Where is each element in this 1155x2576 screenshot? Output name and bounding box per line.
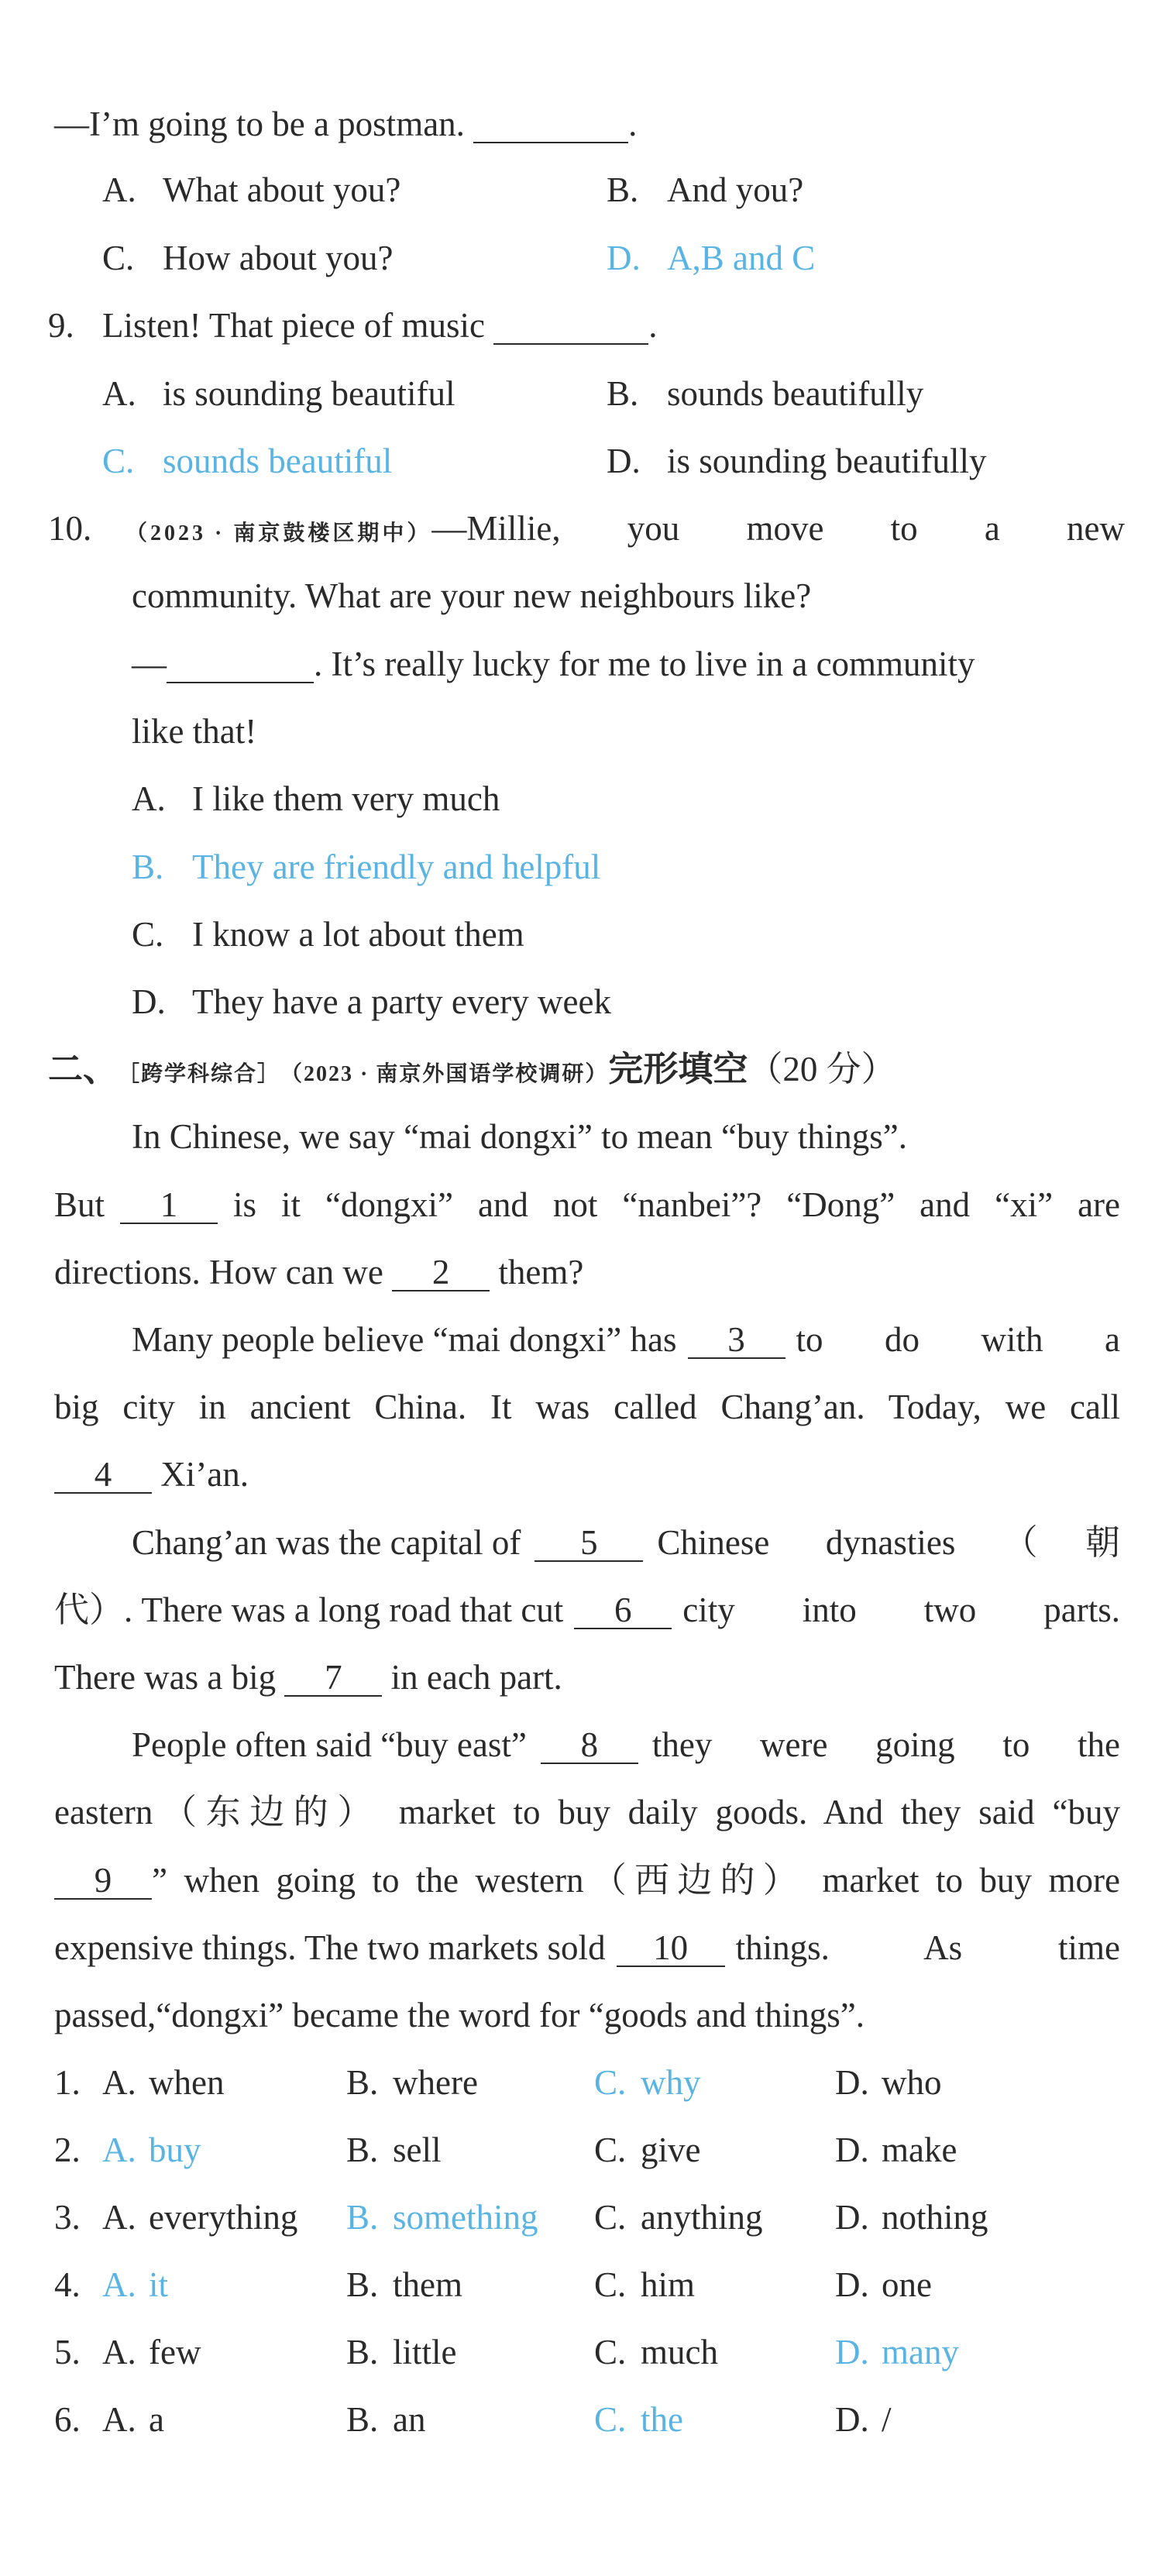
q8-option-a: A. What about you?	[102, 170, 401, 209]
cloze-blank-10: 10	[617, 1930, 725, 1967]
cloze-blank-8: 8	[541, 1727, 638, 1764]
cloze-blank-1: 1	[120, 1187, 218, 1224]
cloze-blank-3: 3	[688, 1322, 785, 1359]
cloze-blank-5: 5	[535, 1525, 643, 1562]
answer-option: A. a	[102, 2400, 164, 2439]
section-heading: 二、 ［跨学科综合］ （2023 · 南京外国语学校调研） 完形填空 （20 分）	[48, 1047, 896, 1097]
q8-stem: —I’m going to be a postman. .	[54, 105, 638, 143]
passage-line: There was a big 7 in each part.	[54, 1658, 562, 1697]
q10-stem-line2: community. What are your new neighbours like?	[132, 576, 812, 615]
q9-option-a: A. is sounding beautiful	[102, 374, 455, 413]
answer-option: C. the	[594, 2400, 683, 2439]
answer-row-number: 5.	[54, 2333, 81, 2371]
q8-option-d: D. A,B and C	[607, 239, 816, 277]
answer-row-number: 2.	[54, 2131, 81, 2169]
answer-option: D. /	[835, 2400, 892, 2439]
q8-option-b: B. And you?	[607, 170, 804, 209]
q10-option-b: B. They are friendly and helpful	[132, 848, 601, 886]
passage-line: People often said “buy east” 8 they were going to the	[132, 1725, 1120, 1764]
answer-option: B. little	[346, 2333, 457, 2371]
cloze-blank-6: 6	[574, 1592, 672, 1629]
cloze-blank-9: 9	[54, 1862, 152, 1900]
answer-row-number: 4.	[54, 2265, 81, 2304]
answer-row-number: 1.	[54, 2063, 81, 2102]
passage-line: directions. How can we 2 them?	[54, 1253, 584, 1291]
answer-option: C. much	[594, 2333, 718, 2371]
passage-line: Chang’an was the capital of 5 Chinese dynasties（朝	[132, 1523, 1120, 1562]
passage-line: 代）. There was a long road that cut 6 city into two parts.	[54, 1591, 1120, 1629]
q9-option-d: D. is sounding beautifully	[607, 442, 987, 480]
q9-option-c: C. sounds beautiful	[102, 442, 393, 480]
q10-source: （2023 · 南京鼓楼区期中）	[125, 521, 432, 545]
passage-line: Many people believe “mai dongxi” has 3 to do with a	[132, 1320, 1120, 1359]
passage-line: 4 Xi’an.	[54, 1452, 249, 1497]
answer-option: B. where	[346, 2063, 478, 2102]
q9-option-b: B. sounds beautifully	[607, 374, 924, 413]
answer-option: C. anything	[594, 2198, 763, 2237]
passage-line: expensive things. The two markets sold 10 things. As time	[54, 1928, 1120, 1967]
answer-option: A. when	[102, 2063, 225, 2102]
passage-line: eastern（东边的） market to buy daily goods. And they said “buy	[54, 1793, 1120, 1831]
answer-option: B. them	[346, 2265, 462, 2304]
cloze-blank-4: 4	[54, 1457, 152, 1494]
answer-option: D. who	[835, 2063, 942, 2102]
q10-option-d: D. They have a party every week	[132, 982, 611, 1021]
answer-option: A. everything	[102, 2198, 298, 2237]
answer-blank	[167, 646, 314, 683]
answer-option: D. one	[835, 2265, 932, 2304]
answer-option: D. make	[835, 2131, 957, 2169]
q10-option-a: A. I like them very much	[132, 779, 500, 818]
answer-option: C. give	[594, 2131, 701, 2169]
answer-blank	[473, 106, 628, 143]
answer-option: D. many	[835, 2333, 959, 2371]
answer-option: B. sell	[346, 2131, 442, 2169]
passage-line: In Chinese, we say “mai dongxi” to mean “buy things”.	[132, 1117, 908, 1156]
passage-line: But 1 is it “dongxi” and not “nanbei”? “Dong” and “xi” are	[54, 1185, 1120, 1224]
answer-option: B. an	[346, 2400, 426, 2439]
answer-blank	[493, 308, 648, 345]
answer-option: D. nothing	[835, 2198, 988, 2237]
answer-option: A. it	[102, 2265, 169, 2304]
passage-line: 9 ” when going to the western（西边的） market to buy more	[54, 1858, 1120, 1903]
q10-stem-line3: — . It’s really lucky for me to live in a community	[132, 645, 975, 683]
passage-line: passed,“dongxi” became the word for “goods and things”.	[54, 1996, 865, 2034]
q10-stem-line4: like that!	[132, 712, 257, 751]
answer-option: C. him	[594, 2265, 696, 2304]
answer-option: A. few	[102, 2333, 201, 2371]
q8-option-c: C. How about you?	[102, 239, 394, 277]
answer-row-number: 6.	[54, 2400, 81, 2439]
answer-option: A. buy	[102, 2131, 201, 2169]
section-title: 完形填空	[608, 1050, 748, 1089]
q9-stem: 9. Listen! That piece of music .	[48, 306, 658, 345]
q10-stem-line1: 10. （2023 · 南京鼓楼区期中） —Millie, you move to a new	[48, 506, 1125, 556]
cloze-blank-2: 2	[392, 1254, 490, 1291]
answer-option: B. something	[346, 2198, 538, 2237]
q10-first-line-words: —Millie, you move to a new	[431, 509, 1125, 548]
passage-line: big city in ancient China. It was called Chang’an. Today, we call	[54, 1388, 1120, 1426]
cloze-blank-7: 7	[284, 1659, 382, 1697]
answer-option: C. why	[594, 2063, 701, 2102]
q10-option-c: C. I know a lot about them	[132, 915, 524, 954]
answer-row-number: 3.	[54, 2198, 81, 2237]
